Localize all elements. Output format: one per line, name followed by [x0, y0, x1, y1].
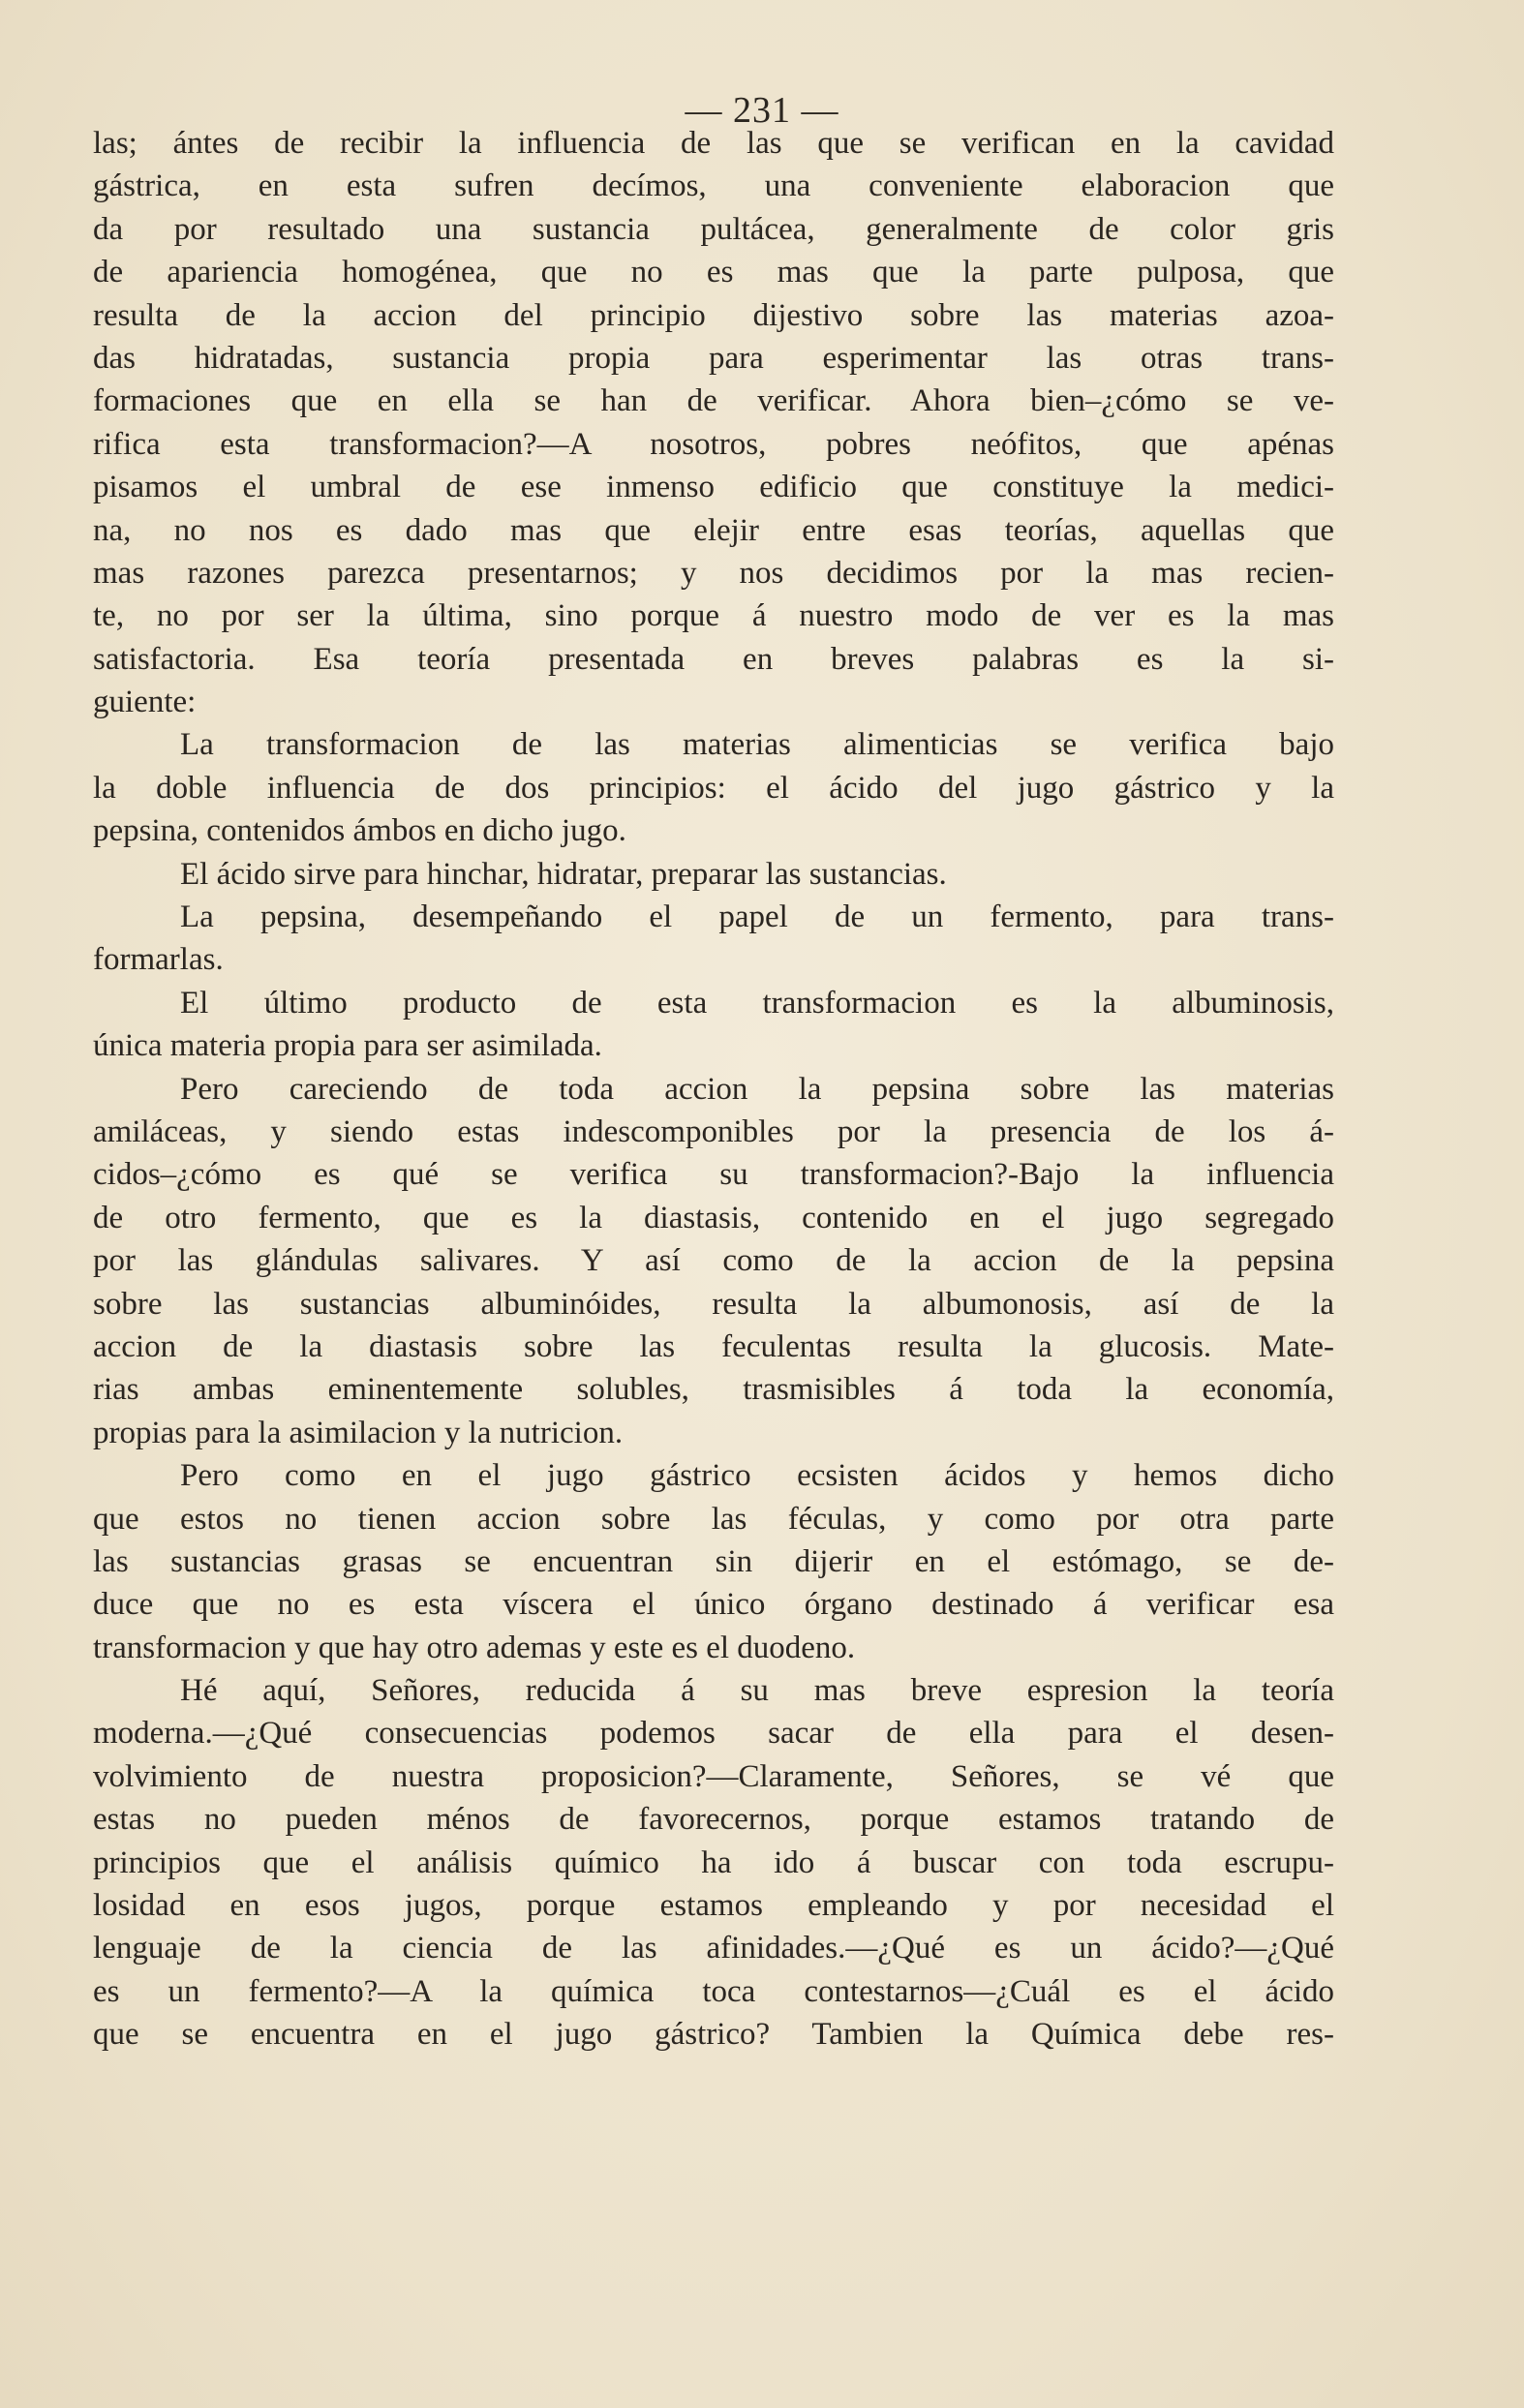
text-line: La transformacion de las materias alimenticias se verifica bajo: [180, 727, 1334, 763]
text-line: El ácido sirve para hinchar, hidratar, preparar las sustancias.: [180, 856, 947, 892]
text-line: na, no nos es dado mas que elejir entre esas teorías, aquellas que: [93, 512, 1334, 548]
text-line: rias ambas eminentemente solubles, trasmisibles á toda la economía,: [93, 1372, 1334, 1408]
text-line: losidad en esos jugos, porque estamos empleando y por necesidad el: [93, 1888, 1334, 1924]
text-line: las sustancias grasas se encuentran sin dijerir en el estómago, se de-: [93, 1543, 1334, 1579]
text-line: moderna.—¿Qué consecuencias podemos sacar de ella para el desen-: [93, 1716, 1334, 1752]
text-line: única materia propia para ser asimilada.: [93, 1028, 602, 1064]
text-line: las; ántes de recibir la influencia de las que se verifican en la cavidad: [93, 126, 1334, 161]
text-line: mas razones parezca presentarnos; y nos decidimos por la mas recien-: [93, 555, 1334, 591]
text-line: da por resultado una sustancia pultácea, generalmente de color gris: [93, 211, 1334, 247]
text-line: accion de la diastasis sobre las feculentas resulta la glucosis. Mate-: [93, 1328, 1334, 1364]
page-number: — 231 —: [685, 90, 839, 131]
text-line: El último producto de esta transformacion es la albuminosis,: [180, 985, 1334, 1021]
text-line: de otro fermento, que es la diastasis, contenido en el jugo segregado: [93, 1200, 1334, 1235]
text-line: transformacion y que hay otro ademas y este es el duodeno.: [93, 1630, 856, 1665]
text-line: que se encuentra en el jugo gástrico? Tambien la Química debe res-: [93, 2017, 1334, 2053]
text-line: de apariencia homogénea, que no es mas que la parte pulposa, que: [93, 255, 1334, 290]
text-line: cidos–¿cómo es qué se verifica su transformacion?-Bajo la influencia: [93, 1157, 1334, 1193]
text-line: principios que el análisis químico ha ido á buscar con toda escrupu-: [93, 1844, 1334, 1880]
text-line: te, no por ser la última, sino porque á nuestro modo de ver es la mas: [93, 598, 1334, 634]
text-line: amiláceas, y siendo estas indescomponibles por la presencia de los á-: [93, 1113, 1334, 1149]
text-line: La pepsina, desempeñando el papel de un fermento, para trans-: [180, 899, 1334, 935]
text-line: rifica esta transformacion?—A nosotros, pobres neófitos, que apénas: [93, 426, 1334, 462]
text-line: duce que no es esta víscera el único órgano destinado á verificar esa: [93, 1587, 1334, 1623]
text-line: Pero como en el jugo gástrico ecsisten ácidos y hemos dicho: [180, 1458, 1334, 1494]
text-line: satisfactoria. Esa teoría presentada en breves palabras es la si-: [93, 641, 1334, 677]
text-line: das hidratadas, sustancia propia para esperimentar las otras trans-: [93, 340, 1334, 376]
body-text: [93, 122, 1334, 2057]
text-line: es un fermento?—A la química toca contestarnos—¿Cuál es el ácido: [93, 1973, 1334, 2009]
text-line: la doble influencia de dos principios: el ácido del jugo gástrico y la: [93, 770, 1334, 806]
text-line: pepsina, contenidos ámbos en dicho jugo.: [93, 813, 626, 849]
text-line: guiente:: [93, 685, 197, 720]
text-line: Hé aquí, Señores, reducida á su mas breve espresion la teoría: [180, 1673, 1334, 1709]
text-line: formaciones que en ella se han de verificar. Ahora bien–¿cómo se ve-: [93, 383, 1334, 419]
text-line: gástrica, en esta sufren decímos, una conveniente elaboracion que: [93, 168, 1334, 204]
text-line: estas no pueden ménos de favorecernos, porque estamos tratando de: [93, 1802, 1334, 1838]
text-line: por las glándulas salivares. Y así como de la accion de la pepsina: [93, 1243, 1334, 1279]
text-line: sobre las sustancias albuminóides, resulta la albumonosis, así de la: [93, 1286, 1334, 1322]
text-line: resulta de la accion del principio dijestivo sobre las materias azoa-: [93, 297, 1334, 333]
text-line: pisamos el umbral de ese inmenso edificio que constituye la medici-: [93, 470, 1334, 505]
text-line: formarlas.: [93, 942, 224, 978]
text-line: lenguaje de la ciencia de las afinidades.—¿Qué es un ácido?—¿Qué: [93, 1931, 1334, 1966]
text-line: volvimiento de nuestra proposicion?—Claramente, Señores, se vé que: [93, 1758, 1334, 1794]
text-line: que estos no tienen accion sobre las féculas, y como por otra parte: [93, 1501, 1334, 1537]
text-line: propias para la asimilacion y la nutricion.: [93, 1415, 624, 1450]
text-line: Pero careciendo de toda accion la pepsina sobre las materias: [180, 1071, 1334, 1107]
